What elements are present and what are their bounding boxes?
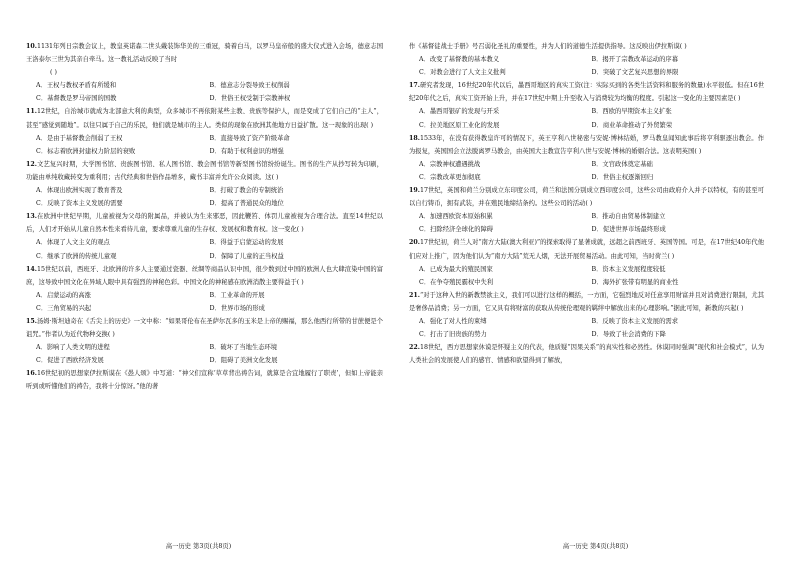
option-item: A．已成为最大的殖民国家 <box>419 265 493 273</box>
options-grid <box>26 341 383 367</box>
options-grid <box>26 184 383 210</box>
option-item: D．突破了文艺复兴思想的界限 <box>591 69 679 77</box>
question-body: 16世纪初的思想家伊拉斯谟在《愚人颂》中写道：“神父们宣称‘草草背出祷告词，就算是合宜地履行了职责’，但如上帝能亲听到或听懂他们的祷告，我将十分惊讶。”他的著 <box>26 370 383 391</box>
right-page <box>397 0 794 561</box>
question-item <box>26 367 383 393</box>
option-item: B．破坏了当地生态环境 <box>209 344 278 352</box>
question-number: 15. <box>26 317 37 325</box>
question-body: 15世纪以前，西班牙、北欧洲的许多人主要通过瓷器、丝绸等商品认识中国，很少数到过中国的欧洲人也大肆渲染中国的富庶，这导致中国文化在异域人眼中具有强烈的神秘色彩。中国文化的神秘感在欧洲消散主要得益于( ) <box>26 265 383 286</box>
option-item: A．王权与教权矛盾有所缓和 <box>36 82 117 90</box>
option-item: B．德意志分裂导致王权削弱 <box>209 82 290 90</box>
option-item: D．海外扩张带有明显的商业性 <box>591 278 679 286</box>
question-text <box>26 158 383 184</box>
question-body: 文艺复兴时期，大学图书馆、贵族图书馆、私人图书馆、教会图书馆等新型图书馆纷纷诞生。图书的生产从抄写转为印刷，功能由单纯收藏转变为重利用；古代经典和世俗作品增多，藏书丰富并允许公众阅读。这( ) <box>26 160 383 181</box>
question-body: 1131年列日宗教会议上，教皇英诺森二世头戴装饰华美的三重冠，骑着白马，以罗马皇帝般的盛大仪式进入会场，德意志国王洛泰尔三世为其亲自牵马。这一教礼活动反映了当时 <box>26 43 383 64</box>
question-number: 14. <box>26 265 37 273</box>
question-body: 17世纪初，荷兰人对“南方大陆(澳大利亚)”的探索取得了显著成就，远超之前西班牙、英国等国。可是，在17世纪40年代他们应对上推广，因为他们认为“南方大陆”荒无人烟，无法开展贸易活动。由此可知，当时荷兰( ) <box>409 239 764 260</box>
option-item: A．加速西欧资本原始积累 <box>419 213 493 221</box>
question-number: 13. <box>26 213 37 221</box>
question-text <box>26 315 383 341</box>
option-item: D．世界市场的形成 <box>209 304 265 312</box>
options-grid <box>409 315 764 341</box>
question-body: 1533年，在没有获得教皇许可的情况下，英王亨利八世秘密与安妮·博林结婚，罗马教皇闻知此事后将亨利驱逐出教会。作为报复，英国国会立法脱离罗马教会，由英国大主教宣告亨利八世与安妮·博林的婚姻合法。这表明英国( ) <box>409 134 764 155</box>
options-grid <box>409 158 764 184</box>
option-item: A．体现了人文主义的观点 <box>36 239 110 247</box>
option-item: B．打破了教会的专制统治 <box>209 187 284 195</box>
page-footer: 高一历史 第4页(共8页) <box>562 543 629 550</box>
question-item <box>409 184 764 236</box>
option-item: B．反映了资本主义发展的需求 <box>591 317 678 325</box>
option-item: C．打击了旧贵族的势力 <box>419 331 487 339</box>
options-grid <box>26 79 383 105</box>
question-number: 19. <box>409 187 420 195</box>
options-grid <box>26 289 383 315</box>
option-item: D．促进世界市场最终形成 <box>591 226 666 234</box>
question-item <box>26 158 383 210</box>
option-item: C．反映了资本主义发展的需要 <box>36 200 123 208</box>
question-item <box>409 132 764 184</box>
question-number: 16. <box>26 370 37 378</box>
options-grid <box>409 53 764 79</box>
question-number: 22. <box>409 344 420 352</box>
question-item <box>26 40 383 105</box>
option-item: D．有助于权利意识的增强 <box>209 147 284 155</box>
question-text <box>409 184 764 210</box>
question-body: 在欧洲中世纪早期，儿童被视为父母的附属品，并被认为生来邪恶，因此鞭笞、体罚儿童被视为合理合法。直至14世纪以后，人们才开始从儿童自然本性来看待儿童，要求尊重儿童的生存权、发展权和教育权。这一变化( ) <box>26 213 383 234</box>
question-text <box>409 289 764 315</box>
option-item: D．商业革命推动了外贸繁荣 <box>591 121 673 129</box>
question-item <box>26 315 383 367</box>
option-item: D．提高了普通民众的地位 <box>209 200 284 208</box>
options-grid <box>409 105 764 131</box>
question-body: 作《基督徒战士手册》号召弱化圣礼的重要性，并为人们的道德生活提供指导。这反映出伊拉斯谟( ) <box>409 43 687 50</box>
option-item: B．文官政体奠定基础 <box>591 160 653 168</box>
option-item: C．对教会进行了人文主义批判 <box>419 69 506 77</box>
option-item: A．改变了基督教的基本教义 <box>419 56 500 64</box>
question-text <box>26 40 383 66</box>
option-item: D．导致了社会消费的下降 <box>591 331 666 339</box>
question-number: 17. <box>409 82 420 90</box>
question-item <box>409 40 764 79</box>
option-item: A．体现出欧洲实现了教育普及 <box>36 187 123 195</box>
options-grid <box>409 263 764 289</box>
option-item: D．世俗王权受制于宗教神权 <box>209 95 291 103</box>
options-grid <box>409 210 764 236</box>
option-item: C．扫除经济全球化的障碍 <box>419 226 494 234</box>
options-grid <box>26 132 383 158</box>
option-item: D．阻碍了美洲文化发展 <box>209 357 278 365</box>
option-item: C．宗教改革更加彻底 <box>419 173 481 181</box>
question-number: 11. <box>26 108 37 116</box>
option-item: A．宗教神权遭遇挑战 <box>419 160 481 168</box>
question-number: 21. <box>409 291 420 299</box>
question-item <box>409 289 764 341</box>
option-item: D．保障了儿童的正当权益 <box>209 252 284 260</box>
question-text <box>409 40 764 53</box>
option-item: A．强化了对人性的束缚 <box>419 317 487 325</box>
question-number: 10. <box>26 43 37 50</box>
question-item <box>409 236 764 288</box>
question-body: 18世纪，西方思想家休谟是怀疑主义的代表，他质疑“因果关系”的真实性和必然性。休谟同时强调“现代和社会模式”，认为人类社会的发展使人们的感官、情感和欲望得到了解放， <box>409 344 764 365</box>
option-item: C．拉美地区原工业化的发展 <box>419 121 500 129</box>
question-item <box>409 341 764 367</box>
question-item <box>26 105 383 157</box>
question-item <box>409 79 764 131</box>
option-item: B．推动自由贸易体制建立 <box>591 213 666 221</box>
question-text <box>26 210 383 236</box>
question-item <box>26 263 383 315</box>
question-number: 18. <box>409 134 420 142</box>
question-number: 20. <box>409 239 420 247</box>
option-item: C．继承了欧洲的传统儿童观 <box>36 252 117 260</box>
question-number: 12. <box>26 160 37 168</box>
option-item: C．在争夺殖民霸权中失利 <box>419 278 494 286</box>
question-body: 研究者发现，16世纪20年代以后，墨西哥地区的真实工资(注：实际买到的各类生活资料和服务的数量)水平很低。但在16世纪20年代之后，真实工资开始上升，并在17世纪中期上升至收入与消费较为均衡的程度。引起这一变化的主要因素是( ) <box>409 82 764 103</box>
option-item: B．揭开了宗教改革运动的序幕 <box>591 56 678 64</box>
question-body: 17世纪，英国和荷兰分别成立东印度公司，荷兰和法国分别成立西印度公司，这些公司由政府介入并予以特权，有的甚至可以自行铸币，拥有武装，并在殖民地缔结条约。这些公司的活动( ) <box>409 187 764 208</box>
option-item: B．直接导致了资产阶级革命 <box>209 134 290 142</box>
question-body: 12世纪，自治城市就成为北部意大利的典型，众多城市不再依附某些主教、贵族等保护人，而是变成了它们自己的“主人”，甚至“感觉到随地”。以往只属于自己的乐民，他们就是城市的主人。类似的现象在欧洲其他地方日益扩散。这一现象的出现( ) <box>26 108 383 129</box>
question-text <box>26 367 383 393</box>
question-body: “对于这种入世的新教禁欲主义，我们可以进行这样的概括，一方面，它强烈地反对任意享用财富并且对消费进行限制，尤其是奢侈品消费；另一方面，它又具有将财富的获取从传统伦理观的羁绊中解放出来的心理影响。”据此可知，新教的兴起( ) <box>409 291 764 312</box>
answer-paren: ( ) <box>50 69 57 77</box>
page-footer: 高一历史 第3页(共8页) <box>165 543 232 550</box>
option-item: C．三角贸易的兴起 <box>36 304 92 312</box>
question-text <box>26 263 383 289</box>
option-item: A．影响了人类文明的进程 <box>36 344 110 352</box>
question-item <box>26 210 383 262</box>
question-text <box>409 341 764 367</box>
option-item: A．是由于基督教会削弱了王权 <box>36 134 123 142</box>
question-text <box>26 105 383 131</box>
option-item: C．促进了西欧经济发展 <box>36 357 104 365</box>
question-text <box>409 79 764 105</box>
option-item: C．标志着欧洲封建权力阶层的衰败 <box>36 147 136 155</box>
question-body: 汤姆·斯坦迪奇在《舌尖上的历史》一文中称：“如果哥伦布在圣萨尔瓦多的玉米是上帝的赐福，那么他西行所带的甘蔗便是个诅咒。”作者认为近代物种交换( ) <box>26 317 383 339</box>
option-item: A．墨西哥银矿的发现与开采 <box>419 108 500 116</box>
option-item: D．世俗主权逐渐回归 <box>591 173 654 181</box>
option-item: B．工业革命的开展 <box>209 291 265 299</box>
option-item: A．启蒙运动的高涨 <box>36 291 91 299</box>
option-item: B．得益于启蒙运动的发展 <box>209 239 284 247</box>
option-item: B．西欧的早期资本主义扩张 <box>591 108 672 116</box>
options-grid <box>26 236 383 262</box>
question-text <box>409 236 764 262</box>
option-item: C．基督教是罗马帝国的国教 <box>36 95 117 103</box>
option-item: B．资本主义发展程度较低 <box>591 265 666 273</box>
question-text <box>409 132 764 158</box>
